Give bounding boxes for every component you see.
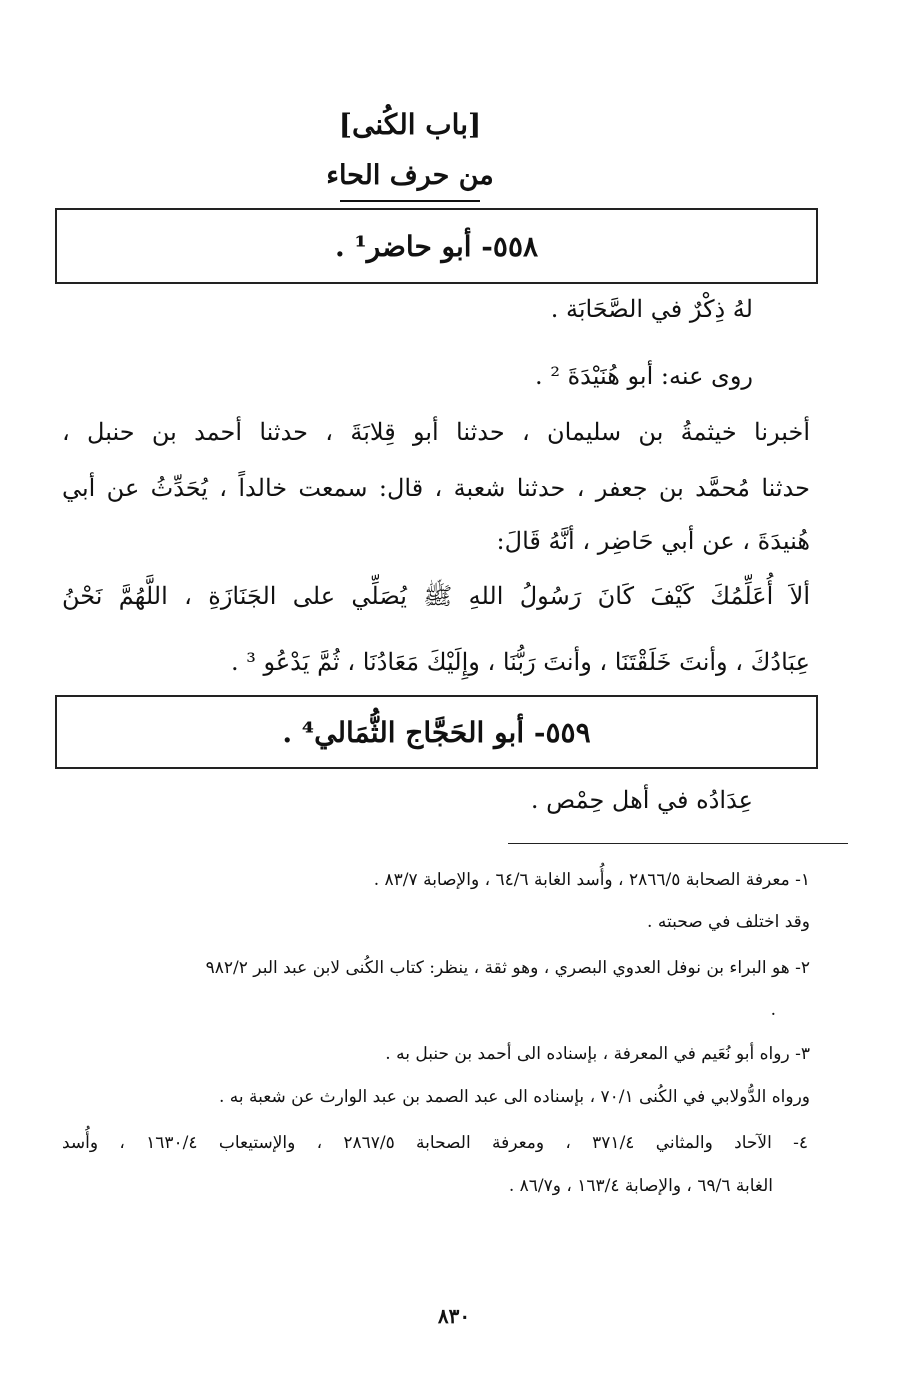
footnote-1: ١- معرفة الصحابة ٢٨٦٦/٥ ، وأُسد الغابة ٦٤/٦ ، والإصابة ٨٣/٧ . [373, 870, 810, 890]
entry-558-line-6: ألاَ أُعَلِّمُكَ كَيْفَ كَانَ رَسُولُ اللهِ ﷺ يُصَلِّي على الجَنَازَةِ ، اللَّهُمَّ نَحْنُ [62, 582, 810, 610]
footnote-4: ٤- الآحاد والمثاني ٣٧١/٤ ، ومعرفة الصحابة ٢٨٦٧/٥ ، والإستيعاب ١٦٣٠/٤ ، وأُسد [62, 1133, 808, 1153]
entry-559-line-1: عِدَادُه في أهل حِمْص . [530, 786, 753, 814]
entry-559-heading-box [55, 695, 818, 769]
entry-559-heading: ٥٥٩- أبو الحَجَّاج الثُّمَالي⁴ . [282, 715, 591, 749]
footnote-3: ٣- رواه أبو نُعَيم في المعرفة ، بإسناده الى أحمد بن حنبل به . [385, 1044, 810, 1064]
entry-558-line-7: عِبَادُكَ ، وأنتَ خَلَقْتَنَا ، وأنتَ رَبُّنَا ، وإِلَيْكَ مَعَادُنَا ، ثُمَّ يَدْعُو ³ . [230, 648, 810, 676]
entry-558-line-1: لهُ ذِكْرٌ في الصَّحَابَة . [550, 295, 753, 323]
footnote-3-continuation: ورواه الدُّولابي في الكُنى ٧٠/١ ، بإسناده الى عبد الصمد بن عبد الوارث عن شعبة به . [219, 1087, 810, 1107]
footnote-4-continuation: الغابة ٦٩/٦ ، والإصابة ١٦٣/٤ ، و٨٦/٧ . [508, 1176, 773, 1196]
entry-558-heading: ٥٥٨- أبو حاضر¹ . [334, 229, 539, 263]
section-title: من حرف الحاء [326, 160, 494, 191]
entry-558-line-5: هُنيدَةَ ، عن أبي حَاضِر ، أنَّهُ قَالَ: [496, 527, 810, 555]
entry-558-line-3: أخبرنا خيثمةُ بن سليمان ، حدثنا أبو قِلابَةَ ، حدثنا أحمد بن حنبل ، [62, 418, 811, 446]
footnote-2: ٢- هو البراء بن نوفل العدوي البصري ، وهو ثقة ، ينظر: كتاب الكُنى لابن عبد البر ٩٨٢/٢ [205, 958, 810, 978]
section-title-underline [340, 200, 480, 202]
entry-558-line-2: روى عنه: أبو هُنَيْدَةَ ² . [535, 362, 753, 390]
page-number: ٨٣٠ [437, 1304, 471, 1328]
footnote-divider [508, 843, 848, 844]
entry-558-line-4: حدثنا مُحمَّد بن جعفر ، حدثنا شعبة ، قال: سمعت خالداً ، يُحَدِّثُ عن أبي [62, 474, 810, 502]
footnote-2-continuation: . [770, 1000, 776, 1020]
footnote-1-continuation: وقد اختلف في صحبته . [647, 912, 810, 932]
entry-558-heading-box [55, 208, 818, 284]
chapter-title: [باب الكُنى] [338, 108, 482, 141]
